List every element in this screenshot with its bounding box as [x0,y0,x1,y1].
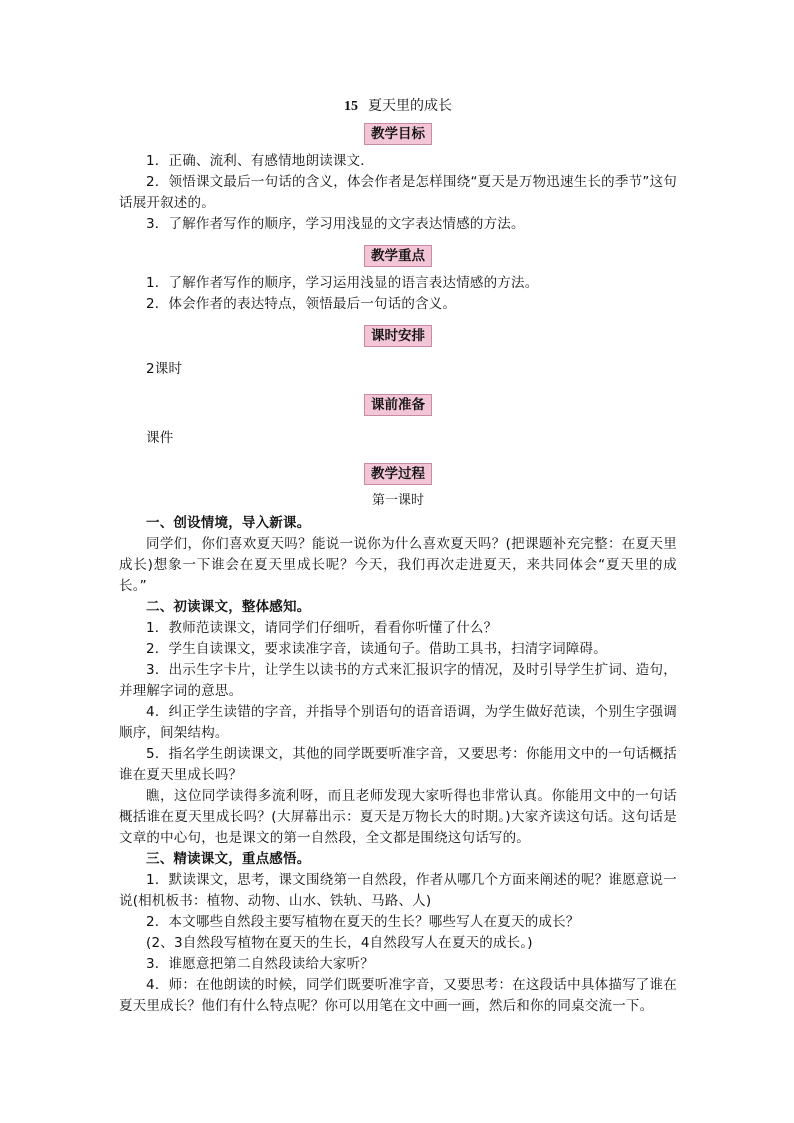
process-paragraph: 4．师：在他朗读的时候，同学们既要听准字音，又要思考：在这段话中具体描写了谁在夏天里成长？他们有什么特点呢？你可以用笔在文中画一画，然后和你的同桌交流一下。 [119,977,677,1014]
process-step-heading: 三、精读课文，重点感悟。 [146,851,311,867]
section-heading-process: 教学过程 [119,463,677,485]
process-paragraph: 3．谁愿意把第二自然段读给大家听？ [146,956,374,972]
section-heading-schedule: 课时安排 [119,325,677,347]
process-paragraph: 4．纠正学生读错的字音，并指导个别语句的语音语调，为学生做好范读，个别生字强调顺序，间架结构。 [119,704,677,741]
process-step-heading: 二、初读课文，整体感知。 [146,599,311,615]
lesson-title [119,96,677,117]
process-paragraph: 3．出示生字卡片，让学生以读书的方式来汇报识字的情况，及时引导学生扩词、造句，并理解字词的意思。 [119,662,677,699]
lesson-title-text: 夏天里的成长 [368,98,452,114]
process-paragraph: (2、3自然段写植物在夏天的生长，4自然段写人在夏天的成长。) [146,935,533,951]
section-heading-focus: 教学重点 [119,245,677,267]
process-paragraph: 1．教师范读课文，请同学们仔细听，看看你听懂了什么？ [146,620,498,636]
lesson-number: 15 [344,99,358,114]
process-paragraph: 瞧，这位同学读得多流利呀，而且老师发现大家听得也非常认真。你能用文中的一句话概括谁在夏天里成长吗？(大屏幕出示：夏天是万物长大的时期。)大家齐读这句话。这句话是文章的中心句，也是课文的第一自然段，全文都是围绕这句话写的。 [119,788,677,846]
process-paragraph: 2．本文哪些自然段主要写植物在夏天的生长？哪些写人在夏天的成长？ [146,914,580,930]
process-paragraph: 1．默读课文，思考，课文围绕第一自然段，作者从哪几个方面来阐述的呢？谁愿意说一说(相机板书：植物、动物、山水、铁轨、马路、人) [119,872,677,909]
focus-item: 2．体会作者的表达特点，领悟最后一句话的含义。 [146,296,457,312]
goal-item: 3．了解作者写作的顺序，学习用浅显的文字表达情感的方法。 [146,216,525,232]
process-step-heading: 一、创设情境，导入新课。 [146,515,311,531]
process-paragraph: 5．指名学生朗读课文，其他的同学既要听准字音，又要思考：你能用文中的一句话概括谁在夏天里成长吗？ [119,746,677,783]
goal-item: 2．领悟课文最后一句话的含义，体会作者是怎样围绕“夏天是万物迅速生长的季节”这句话展开叙述的。 [119,174,677,211]
document-page [119,96,677,1017]
prep-text: 课件 [146,430,174,446]
schedule-text: 2课时 [146,361,183,377]
goal-item: 1．正确、流利、有感情地朗读课文． [146,153,374,169]
focus-item: 1．了解作者写作的顺序，学习运用浅显的语言表达情感的方法。 [146,275,539,291]
section-heading-goals: 教学目标 [119,123,677,145]
section-heading-prep: 课前准备 [119,394,677,416]
process-paragraph: 2．学生自读课文，要求读准字音，读通句子。借助工具书，扫清字词障碍。 [146,641,607,657]
period-subheading: 第一课时 [371,493,424,508]
process-paragraph: 同学们，你们喜欢夏天吗？能说一说你为什么喜欢夏天吗？(把课题补充完整：在夏天里成长)想象一下谁会在夏天里成长呢？今天，我们再次走进夏天，来共同体会“夏天里的成长。” [119,536,677,594]
